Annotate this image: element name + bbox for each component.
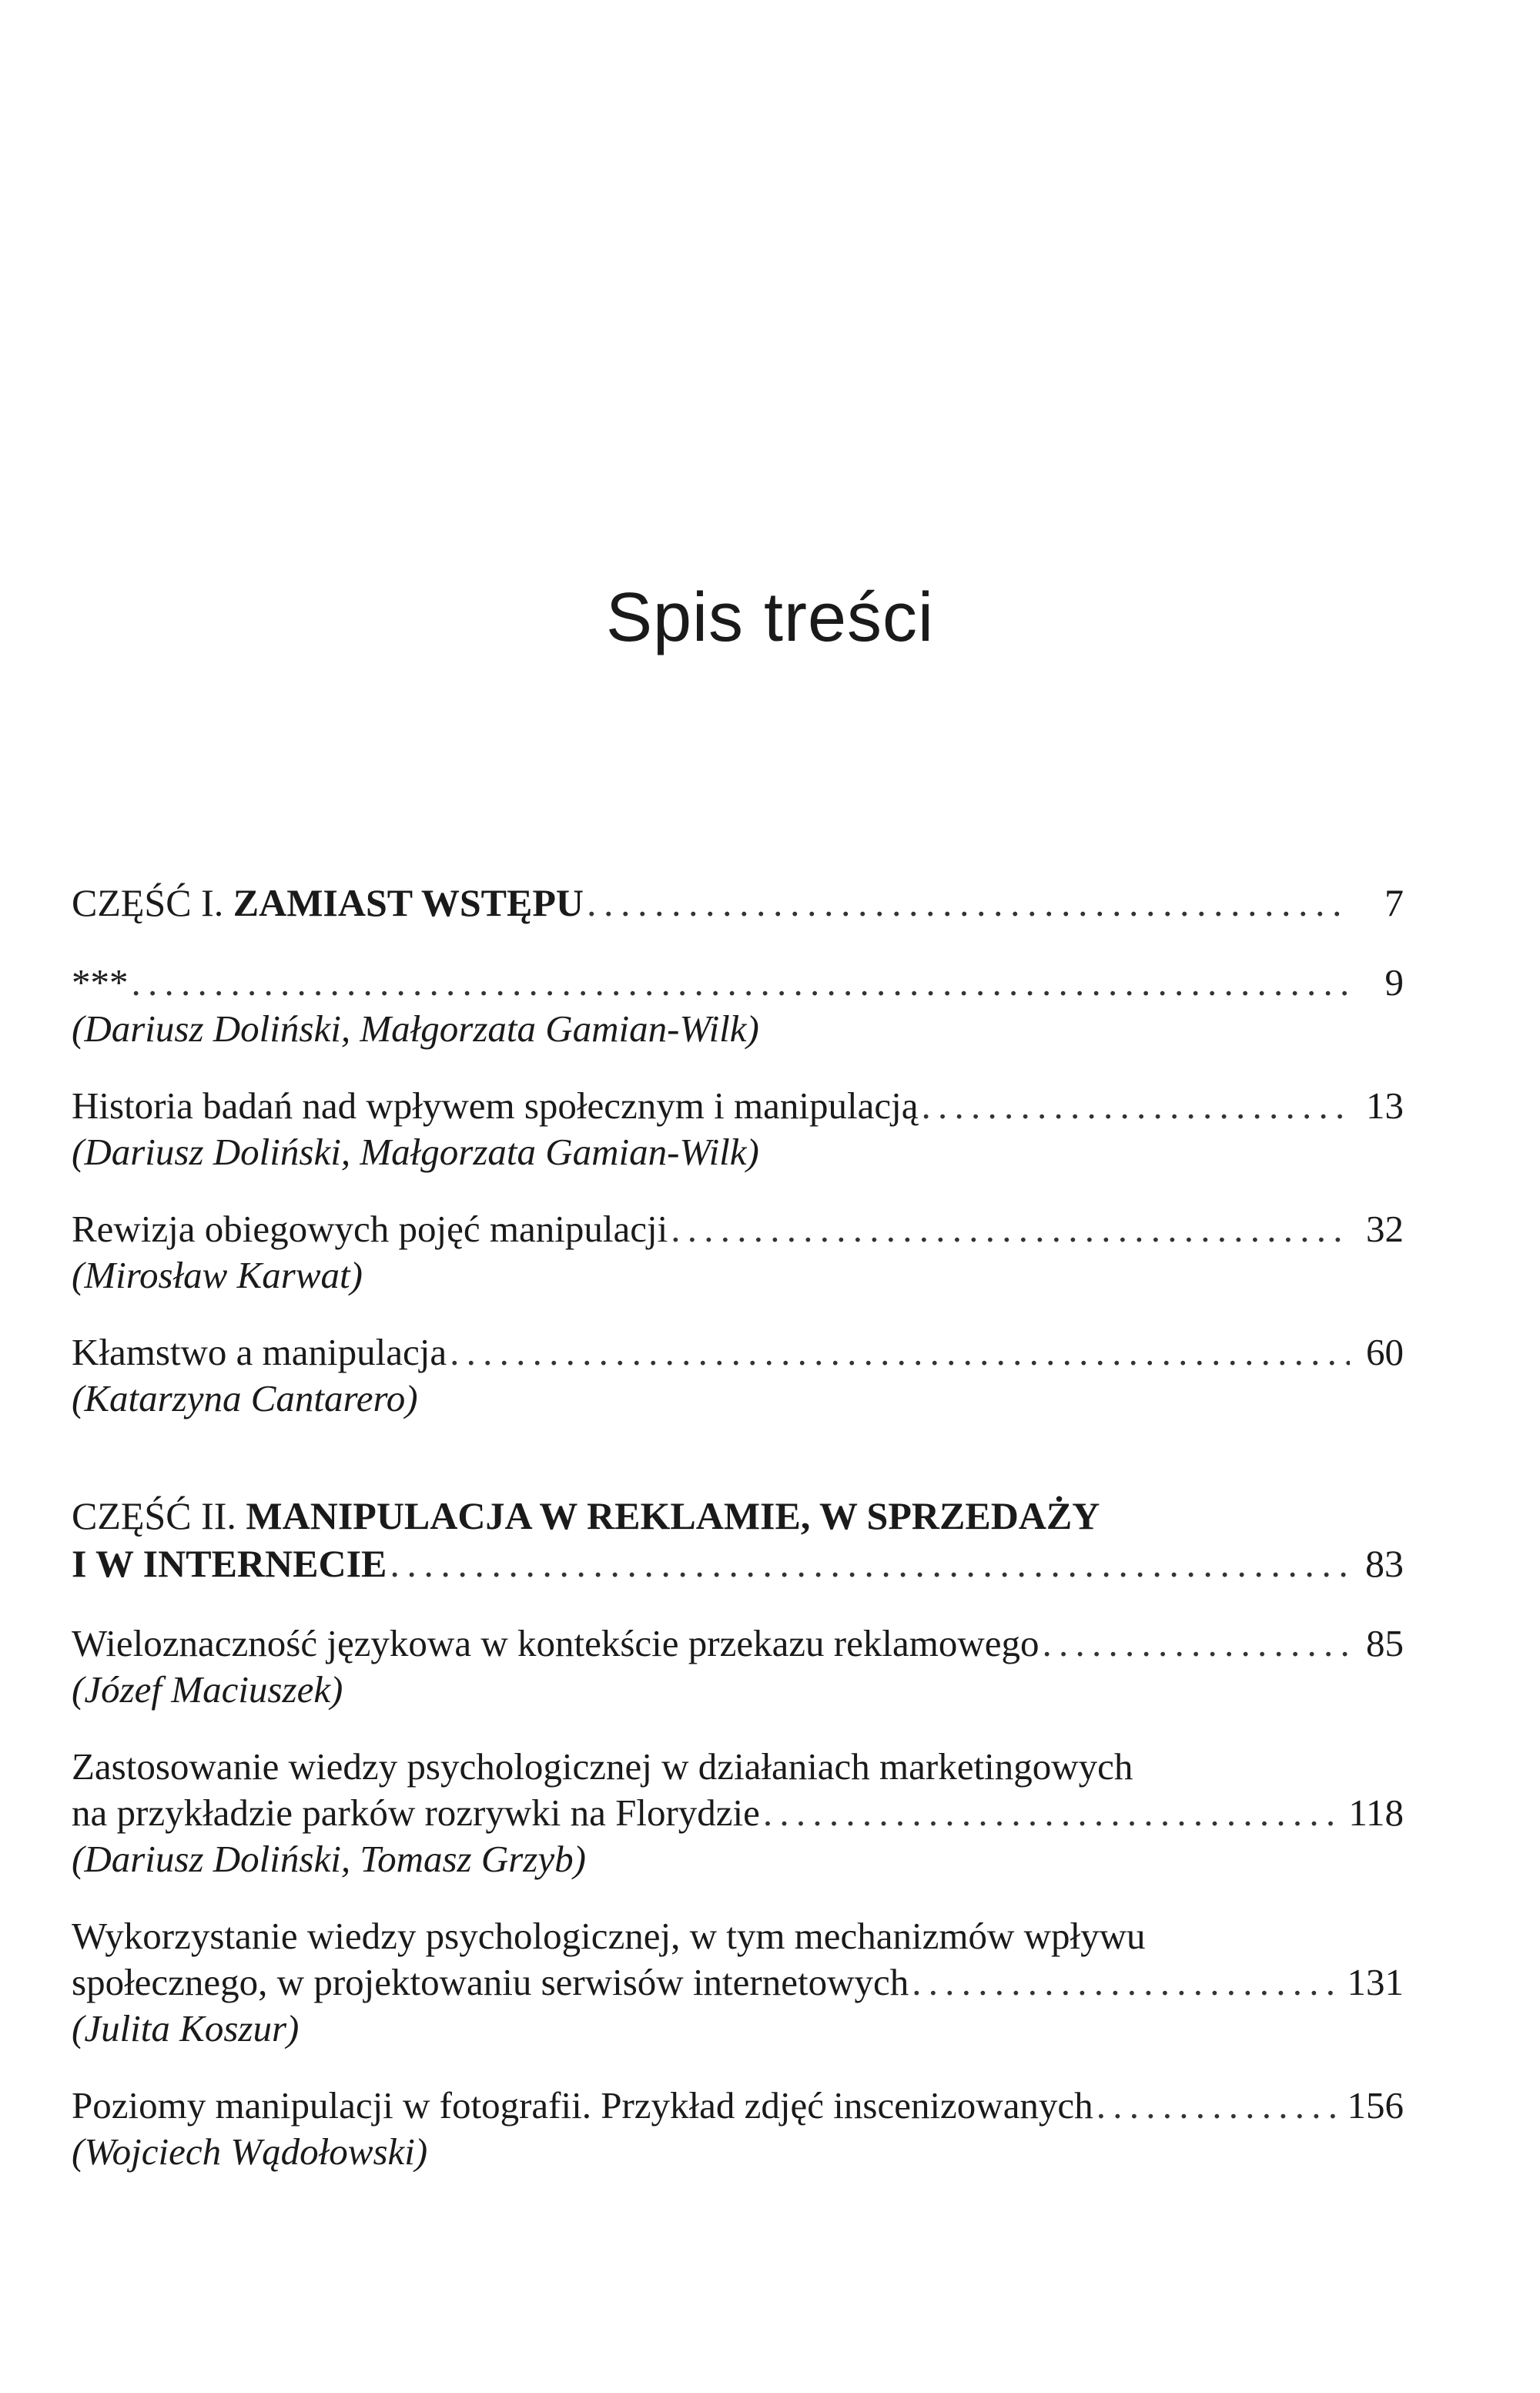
entry-title-line: Zastosowanie wiedzy psychologicznej w działaniach marketingowych — [72, 1745, 1133, 1788]
entry-authors: (Mirosław Karwat) — [72, 1254, 363, 1296]
entry-authors: (Julita Koszur) — [72, 2007, 300, 2049]
entry-title-line: Historia badań nad wpływem społecznym i manipulacją . . . 13 — [72, 1083, 1404, 1129]
part-heading-first-line — [72, 1493, 1404, 1539]
entry-authors: (Dariusz Doliński, Tomasz Grzyb) — [72, 1838, 586, 1880]
entry-title-line: Wykorzystanie wiedzy psychologicznej, w tym mechanizmów wpływu — [72, 1915, 1146, 1957]
toc-entry — [72, 1620, 1404, 1713]
entry-title-line: *** . . . 9 — [72, 960, 1404, 1006]
dot-leader — [450, 1329, 1350, 1376]
page-title: Spis treści — [605, 579, 935, 656]
part-1 — [72, 880, 1404, 926]
table-of-contents — [72, 880, 1404, 2175]
entry-authors: (Dariusz Doliński, Małgorzata Gamian-Wilk) — [72, 1131, 759, 1173]
dot-leader — [912, 1959, 1339, 2006]
part-label: CZĘŚĆ I. — [72, 881, 224, 924]
page-number: 32 — [1366, 1208, 1404, 1250]
dot-leader — [1096, 2083, 1340, 2129]
part-title-continued: I W INTERNECIE — [72, 1542, 387, 1585]
page-number: 131 — [1347, 1961, 1404, 2003]
page-number: 9 — [1384, 961, 1404, 1004]
page-number: 156 — [1347, 2084, 1404, 2127]
page-number: 85 — [1366, 1622, 1404, 1664]
entry-title-line: Wieloznaczność językowa w kontekście przekazu reklamowego . . . 85 — [72, 1620, 1404, 1667]
entry-title-line: Kłamstwo a manipulacja . . . 60 — [72, 1329, 1404, 1376]
entry-authors: (Wojciech Wądołowski) — [72, 2130, 428, 2173]
part-label: CZĘŚĆ II. — [72, 1494, 236, 1537]
entry-title-line: na przykładzie parków rozrywki na Florydzie . . . 118 — [72, 1790, 1404, 1836]
page-number: 60 — [1366, 1331, 1404, 1373]
entry-title-line: społecznego, w projektowaniu serwisów internetowych . . . 131 — [72, 1959, 1404, 2006]
page-number: 83 — [1365, 1542, 1404, 1585]
dot-leader — [390, 1540, 1350, 1587]
page-number: 7 — [1384, 881, 1404, 924]
page-number: 118 — [1348, 1791, 1404, 1834]
toc-entry — [72, 1329, 1404, 1422]
entry-title-line: Rewizja obiegowych pojęć manipulacji . . . 32 — [72, 1206, 1404, 1252]
toc-entry — [72, 2083, 1404, 2175]
dot-leader — [671, 1206, 1350, 1252]
part-heading-last-line — [72, 1540, 1404, 1587]
dot-leader — [587, 880, 1350, 926]
page-number: 13 — [1366, 1084, 1404, 1127]
entry-authors: (Józef Maciuszek) — [72, 1668, 343, 1711]
dot-leader — [921, 1083, 1350, 1129]
entry-authors: (Dariusz Doliński, Małgorzata Gamian-Wilk) — [72, 1007, 759, 1050]
part-2 — [72, 1493, 1404, 1587]
toc-entry — [72, 1744, 1404, 1882]
toc-entry — [72, 960, 1404, 1052]
toc-entry — [72, 1913, 1404, 2052]
entry-authors: (Katarzyna Cantarero) — [72, 1377, 418, 1419]
part-title: ZAMIAST WSTĘPU — [233, 881, 584, 924]
dot-leader — [1043, 1620, 1351, 1667]
entry-title-line: Poziomy manipulacji w fotografii. Przykład zdjęć inscenizowanych . . . 156 — [72, 2083, 1404, 2129]
part-heading — [72, 880, 1404, 926]
dot-leader — [132, 960, 1351, 1006]
toc-entry — [72, 1083, 1404, 1175]
part-title: MANIPULACJA W REKLAMIE, W SPRZEDAŻY — [246, 1494, 1100, 1537]
dot-leader — [763, 1790, 1341, 1836]
toc-entry — [72, 1206, 1404, 1299]
